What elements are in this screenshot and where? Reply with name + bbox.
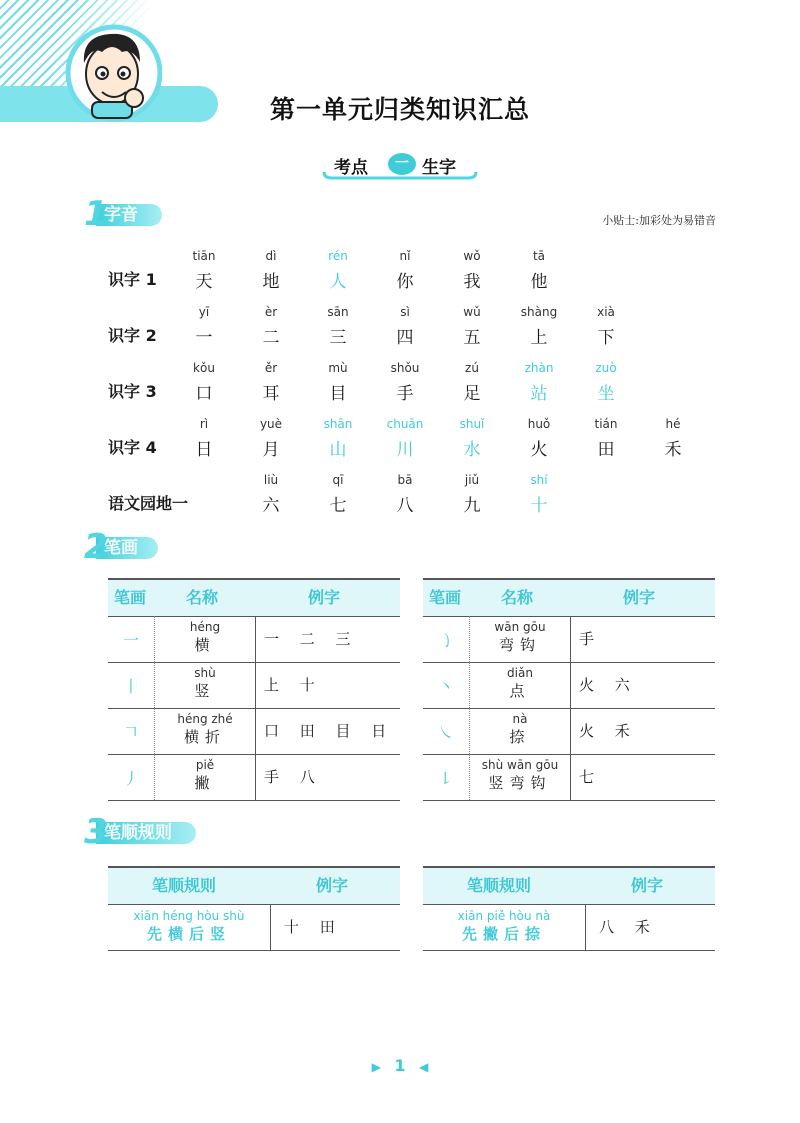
rule-pinyin: xiān héng hòu shù bbox=[133, 909, 245, 923]
section-number: 3 bbox=[84, 812, 108, 852]
stroke-name-cell bbox=[154, 616, 256, 662]
hanzi: 六 bbox=[262, 496, 280, 516]
pinyin: zuò bbox=[595, 361, 617, 375]
stroke-hanzi: 横折 bbox=[183, 728, 226, 746]
ziyin-char bbox=[241, 416, 301, 460]
stroke-name-cell bbox=[469, 754, 571, 800]
pinyin: shǒu bbox=[390, 361, 420, 375]
ziyin-char bbox=[308, 416, 368, 460]
stroke-name-cell bbox=[469, 708, 571, 754]
stroke-name-cell bbox=[469, 616, 571, 662]
ziyin-char bbox=[241, 360, 301, 404]
header-name: 名称 bbox=[186, 588, 219, 607]
ziyin-char bbox=[576, 360, 636, 404]
pinyin: shàng bbox=[520, 305, 558, 319]
stroke-example: 七 bbox=[579, 768, 596, 786]
stroke-glyph: 丨 bbox=[122, 676, 139, 696]
stroke-pinyin: héng zhé bbox=[177, 712, 233, 726]
rule-hanzi: 先横后竖 bbox=[146, 925, 231, 943]
stroke-glyph: 丿 bbox=[122, 768, 139, 788]
ziyin-char bbox=[241, 472, 301, 516]
kaodian-label: 考点 bbox=[334, 158, 368, 178]
stroke-example: 上 十 bbox=[264, 676, 316, 694]
pinyin: tiān bbox=[192, 249, 216, 263]
ziyin-char bbox=[308, 304, 368, 348]
rule-hanzi: 先撇后捺 bbox=[461, 925, 546, 943]
hanzi: 三 bbox=[329, 328, 347, 348]
rule-example: 十 田 bbox=[284, 918, 335, 936]
stroke-example: 口 田 目 日 bbox=[264, 722, 388, 740]
pinyin: wǔ bbox=[463, 305, 481, 319]
rule-example: 八 禾 bbox=[599, 918, 650, 936]
section-number: 1 bbox=[84, 194, 108, 234]
hanzi: 口 bbox=[195, 384, 213, 404]
pinyin: wǒ bbox=[463, 249, 481, 263]
pinyin: dì bbox=[265, 249, 277, 263]
ziyin-char bbox=[442, 304, 502, 348]
pinyin: yī bbox=[198, 305, 210, 319]
header-example: 例字 bbox=[316, 876, 349, 895]
section-3-header bbox=[84, 812, 204, 852]
ziyin-char bbox=[375, 248, 435, 292]
hanzi: 目 bbox=[329, 384, 347, 404]
pinyin: mù bbox=[328, 361, 348, 375]
hanzi: 上 bbox=[530, 328, 548, 348]
pinyin: shí bbox=[530, 473, 548, 487]
page-number-footer bbox=[0, 1056, 800, 1075]
bihua-right-header bbox=[423, 578, 715, 617]
ziyin-char bbox=[509, 416, 569, 460]
ziyin-row bbox=[108, 472, 708, 528]
ziyin-char bbox=[308, 472, 368, 516]
hanzi: 七 bbox=[329, 496, 347, 516]
stroke-hanzi: 捺 bbox=[509, 728, 531, 746]
stroke-example: 火 六 bbox=[579, 676, 631, 694]
pinyin: sì bbox=[400, 305, 410, 319]
ziyin-char bbox=[375, 416, 435, 460]
pinyin: kǒu bbox=[193, 361, 215, 375]
rule-cell bbox=[423, 904, 586, 950]
hanzi: 田 bbox=[597, 440, 615, 460]
stroke-pinyin: piě bbox=[195, 758, 215, 772]
ziyin-char bbox=[174, 248, 234, 292]
section-number: 2 bbox=[84, 527, 108, 567]
kaodian-number: 一 bbox=[395, 156, 409, 172]
pinyin: ěr bbox=[264, 361, 278, 375]
kaodian-badge bbox=[318, 148, 482, 184]
hanzi: 他 bbox=[530, 272, 548, 292]
header-example: 例字 bbox=[631, 876, 664, 895]
section-1-header bbox=[84, 194, 164, 234]
bihua-row bbox=[423, 708, 715, 755]
hanzi: 耳 bbox=[262, 384, 280, 404]
bishun-right-row bbox=[423, 904, 715, 951]
stroke-hanzi: 横 bbox=[194, 636, 216, 654]
pinyin: èr bbox=[264, 305, 278, 319]
ziyin-char bbox=[308, 360, 368, 404]
hanzi: 禾 bbox=[664, 440, 682, 460]
stroke-hanzi: 竖弯钩 bbox=[488, 774, 552, 792]
tip-text: 小贴士:加彩处为易错音 bbox=[602, 214, 716, 227]
ziyin-char bbox=[174, 416, 234, 460]
pinyin: tā bbox=[532, 249, 546, 263]
pinyin: qī bbox=[332, 473, 344, 487]
stroke-pinyin: shù wān gōu bbox=[481, 758, 559, 772]
section-title: 笔顺规则 bbox=[104, 823, 172, 843]
stroke-name-cell bbox=[154, 662, 256, 708]
header-name: 名称 bbox=[501, 588, 534, 607]
hanzi: 水 bbox=[463, 440, 481, 460]
ziyin-row bbox=[108, 416, 708, 472]
ziyin-char bbox=[576, 416, 636, 460]
header-example: 例字 bbox=[308, 588, 341, 607]
hanzi: 四 bbox=[396, 328, 414, 348]
pinyin: liù bbox=[263, 473, 279, 487]
bihua-row bbox=[108, 662, 400, 709]
kaodian-topic: 生字 bbox=[422, 158, 456, 178]
ziyin-char bbox=[375, 360, 435, 404]
pinyin: bā bbox=[397, 473, 413, 487]
hanzi: 十 bbox=[530, 496, 548, 516]
ziyin-char bbox=[375, 304, 435, 348]
section-title: 笔画 bbox=[104, 538, 138, 558]
bishun-left-row bbox=[108, 904, 400, 951]
ziyin-char bbox=[509, 304, 569, 348]
section-2-header bbox=[84, 527, 164, 567]
pinyin: rì bbox=[199, 417, 209, 431]
pinyin: zhàn bbox=[524, 361, 554, 375]
ziyin-char bbox=[174, 360, 234, 404]
pinyin: hé bbox=[665, 417, 681, 431]
bihua-row bbox=[108, 708, 400, 755]
hanzi: 人 bbox=[329, 272, 347, 292]
pinyin: nǐ bbox=[399, 249, 411, 263]
hanzi: 日 bbox=[195, 440, 213, 460]
stroke-pinyin: wān gōu bbox=[494, 620, 546, 634]
stroke-name-cell bbox=[469, 662, 571, 708]
ziyin-row bbox=[108, 248, 708, 304]
hanzi: 站 bbox=[530, 384, 548, 404]
ziyin-char bbox=[576, 304, 636, 348]
hanzi: 火 bbox=[530, 440, 548, 460]
hanzi: 二 bbox=[262, 328, 280, 348]
stroke-example: 火 禾 bbox=[579, 722, 631, 740]
hanzi: 足 bbox=[463, 384, 481, 404]
pinyin: huǒ bbox=[527, 417, 551, 431]
ziyin-char bbox=[643, 416, 703, 460]
stroke-pinyin: shù bbox=[194, 666, 216, 680]
stroke-pinyin: héng bbox=[189, 620, 221, 634]
ziyin-char bbox=[509, 472, 569, 516]
ziyin-row-label: 识字 2 bbox=[108, 326, 157, 345]
pinyin: shuǐ bbox=[459, 417, 485, 431]
stroke-hanzi: 点 bbox=[509, 682, 531, 700]
hanzi: 你 bbox=[396, 272, 414, 292]
stroke-example: 手 bbox=[579, 630, 596, 648]
stroke-pinyin: diǎn bbox=[507, 666, 533, 680]
hanzi: 下 bbox=[597, 328, 615, 348]
hanzi: 五 bbox=[463, 328, 481, 348]
ziyin-row bbox=[108, 304, 708, 360]
bishun-left-header bbox=[108, 866, 400, 905]
stroke-pinyin: nà bbox=[512, 712, 528, 726]
hanzi: 山 bbox=[329, 440, 347, 460]
header-stroke: 笔画 bbox=[429, 588, 462, 607]
ziyin-char bbox=[442, 472, 502, 516]
ziyin-char bbox=[442, 248, 502, 292]
pinyin: chuān bbox=[386, 417, 424, 431]
bihua-row bbox=[423, 754, 715, 801]
ziyin-row-label: 识字 4 bbox=[108, 438, 157, 457]
stroke-glyph: ㇏ bbox=[437, 722, 454, 742]
ziyin-char bbox=[509, 248, 569, 292]
pinyin: xià bbox=[597, 305, 615, 319]
bihua-row bbox=[108, 616, 400, 663]
rule-pinyin: xiān piě hòu nà bbox=[457, 909, 551, 923]
hanzi: 九 bbox=[463, 496, 481, 516]
pinyin: jiǔ bbox=[464, 473, 480, 487]
hanzi: 我 bbox=[463, 272, 481, 292]
hanzi: 手 bbox=[396, 384, 414, 404]
stroke-hanzi: 弯钩 bbox=[498, 636, 541, 654]
section-title: 字音 bbox=[104, 205, 138, 225]
header-stroke: 笔画 bbox=[114, 588, 147, 607]
stroke-glyph: ㇙ bbox=[437, 768, 454, 788]
bihua-row bbox=[108, 754, 400, 801]
ziyin-char bbox=[375, 472, 435, 516]
hanzi: 月 bbox=[262, 440, 280, 460]
ziyin-row bbox=[108, 360, 708, 416]
ziyin-char bbox=[241, 248, 301, 292]
hanzi: 八 bbox=[396, 496, 414, 516]
stroke-example: 手 八 bbox=[264, 768, 316, 786]
stroke-glyph: 一 bbox=[122, 630, 139, 650]
pinyin: yuè bbox=[259, 417, 283, 431]
header-rule: 笔顺规则 bbox=[152, 876, 217, 895]
bihua-left-header bbox=[108, 578, 400, 617]
stroke-glyph: ㇁ bbox=[437, 630, 454, 650]
pinyin: zú bbox=[465, 361, 479, 375]
hanzi: 地 bbox=[262, 272, 280, 292]
header-example: 例字 bbox=[623, 588, 656, 607]
bihua-row bbox=[423, 662, 715, 709]
ziyin-char bbox=[174, 304, 234, 348]
chevron-right-icon: ▶ bbox=[371, 1060, 381, 1074]
pinyin: rén bbox=[328, 249, 348, 263]
page-title: 第一单元归类知识汇总 bbox=[269, 95, 530, 124]
stroke-hanzi: 撇 bbox=[194, 774, 216, 792]
ziyin-row-label: 语文园地一 bbox=[108, 494, 189, 513]
ziyin-char bbox=[442, 416, 502, 460]
pinyin: shān bbox=[323, 417, 353, 431]
stroke-hanzi: 竖 bbox=[194, 682, 216, 700]
bishun-right-header bbox=[423, 866, 715, 905]
ziyin-row-label: 识字 3 bbox=[108, 382, 157, 401]
hanzi: 川 bbox=[396, 440, 414, 460]
ziyin-row-label: 识字 1 bbox=[108, 270, 157, 289]
stroke-glyph: 丶 bbox=[437, 676, 454, 696]
page-number: 1 bbox=[394, 1056, 406, 1075]
chevron-left-icon: ◀ bbox=[419, 1060, 429, 1074]
header-rule: 笔顺规则 bbox=[467, 876, 532, 895]
hanzi: 一 bbox=[195, 328, 213, 348]
hanzi: 坐 bbox=[597, 384, 615, 404]
rule-cell bbox=[108, 904, 271, 950]
bihua-row bbox=[423, 616, 715, 663]
pinyin: tián bbox=[594, 417, 618, 431]
ziyin-char bbox=[442, 360, 502, 404]
stroke-example: 一 二 三 bbox=[264, 630, 352, 648]
ziyin-char bbox=[241, 304, 301, 348]
ziyin-char bbox=[509, 360, 569, 404]
stroke-name-cell bbox=[154, 708, 256, 754]
stroke-name-cell bbox=[154, 754, 256, 800]
ziyin-char bbox=[308, 248, 368, 292]
pinyin: sān bbox=[327, 305, 349, 319]
stroke-glyph: 𠃍 bbox=[122, 722, 139, 742]
hanzi: 天 bbox=[195, 272, 213, 292]
